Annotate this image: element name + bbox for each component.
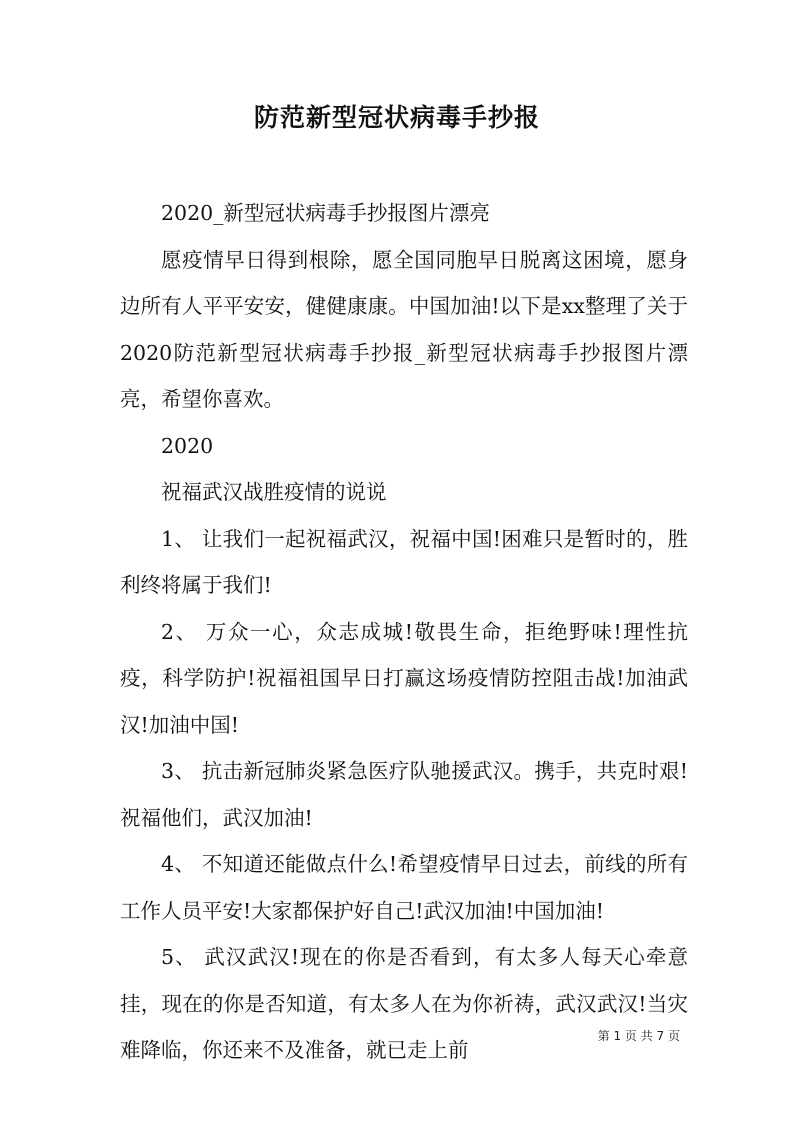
list-item-1: 1、 让我们一起祝福武汉，祝福中国!困难只是暂时的，胜利终将属于我们! bbox=[120, 526, 688, 597]
paragraph-subtitle: 2020_新型冠状病毒手抄报图片漂亮 bbox=[161, 201, 490, 225]
document-title: 防范新型冠状病毒手抄报 bbox=[253, 103, 540, 132]
paragraph-intro: 愿疫情早日得到根除，愿全国同胞早日脱离这困境，愿身边所有人平平安安，健健康康。中国加油!以下是xx整理了关于2020防范新型冠状病毒手抄报_新型冠状病毒手抄报图片漂亮，希望你喜欢。 bbox=[120, 247, 688, 411]
section-heading: 祝福武汉战胜疫情的说说 bbox=[161, 480, 387, 504]
paragraph-year: 2020 bbox=[161, 433, 214, 458]
list-item-4: 4、 不知道还能做点什么!希望疫情早日过去，前线的所有工作人员平安!大家都保护好自己!武汉加油!中国加油! bbox=[120, 852, 688, 923]
list-item-5: 5、 武汉武汉!现在的你是否看到，有太多人每天心牵意挂，现在的你是否知道，有太多人在为你祈祷，武汉武汉!当灾难降临，你还来不及准备，就已走上前 bbox=[120, 945, 688, 1062]
document-body bbox=[120, 190, 688, 1074]
list-item-3: 3、 抗击新冠肺炎紧急医疗队驰援武汉。携手，共克时艰!祝福他们，武汉加油! bbox=[120, 759, 688, 830]
list-item-2: 2、 万众一心，众志成城!敬畏生命，拒绝野味!理性抗疫，科学防护!祝福祖国早日打赢这场疫情防控阻击战!加油武汉!加油中国! bbox=[120, 619, 688, 737]
page-footer: 第 1 页 共 7 页 bbox=[597, 1029, 680, 1043]
